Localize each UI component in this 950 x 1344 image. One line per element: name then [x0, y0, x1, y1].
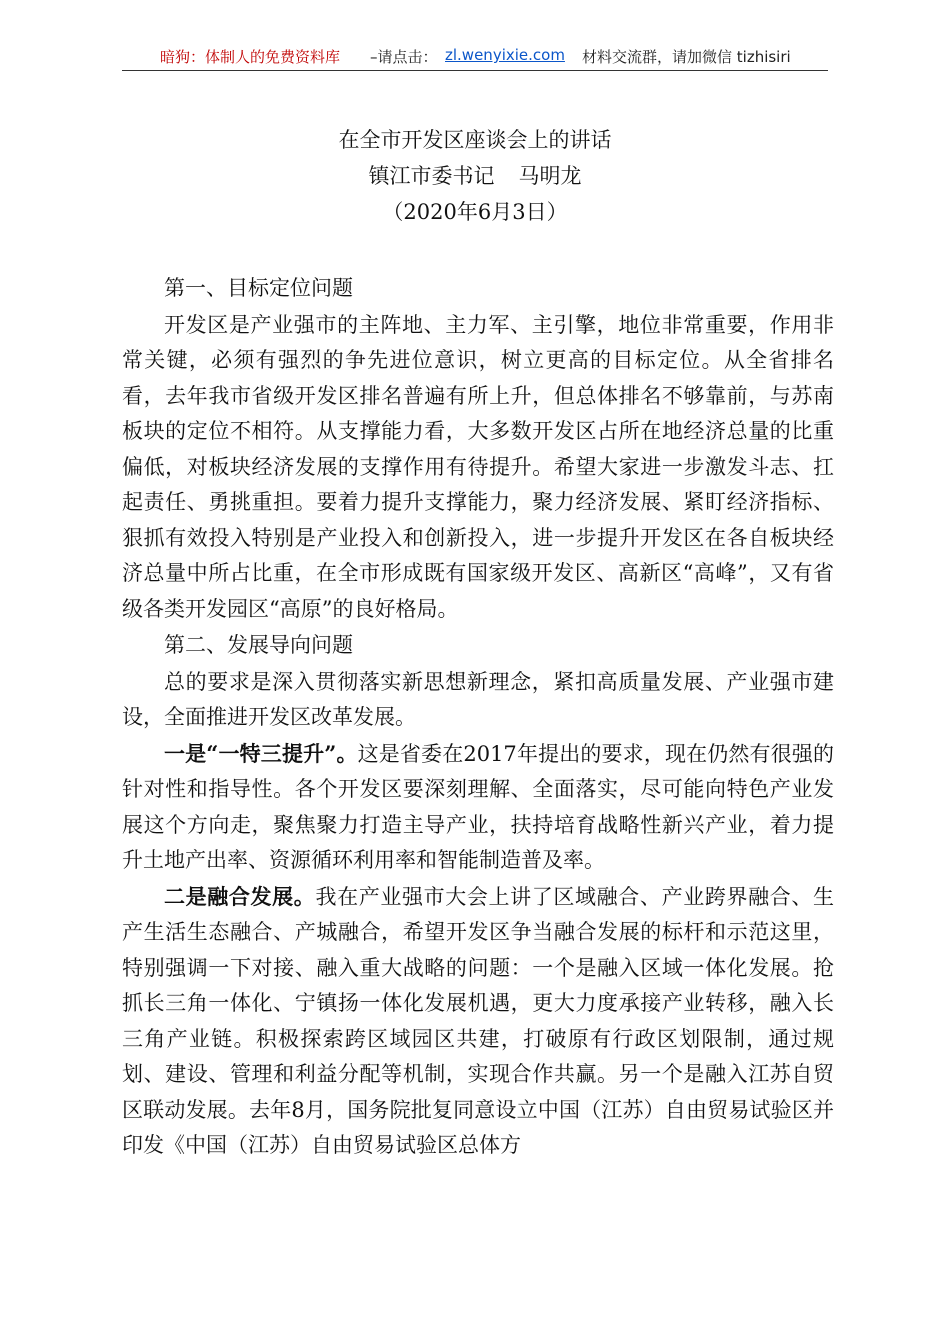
paragraph [122, 736, 834, 879]
site-link[interactable]: zl.wenyixie.com [445, 46, 565, 64]
paragraph-text: 总的要求是深入贯彻落实新思想新理念，紧扣高质量发展、产业强市建设，全面推进开发区改革发展。 [122, 669, 834, 729]
paragraph [122, 664, 834, 736]
author-name: 马明龙 [518, 164, 582, 188]
speech-date: （2020年6月3日） [382, 200, 568, 224]
paragraph-lead: 二是融合发展。 [164, 883, 316, 909]
paragraph-text: 第一、目标定位问题 [164, 276, 353, 300]
paragraph [122, 270, 834, 307]
paragraph [122, 627, 834, 664]
paragraph-text: 这是省委在2017年提出的要求，现在仍然有很强的针对性和指导性。各个开发区要深刻理解、全面落实，尽可能向特色产业发展这个方向走，聚焦聚力打造主导产业，扶持培育战略性新兴产业，着力提升土地产出率、资源循环利用率和智能制造普及率。 [122, 741, 834, 872]
speech-body [122, 270, 834, 1164]
promo-text: 暗狗：体制人的免费资料库 [160, 48, 341, 66]
paragraph-lead: 一是“一特三提升”。 [164, 740, 358, 766]
contact-text: 材料交流群，请加微信 tizhisiri [582, 48, 791, 66]
paragraph-text: 第二、发展导向问题 [164, 633, 353, 657]
author-role: 镇江市委书记 [368, 164, 495, 188]
paragraph [122, 307, 834, 628]
click-prompt: –请点击： [370, 48, 438, 66]
header-divider [122, 70, 828, 71]
paragraph-text: 我在产业强市大会上讲了区域融合、产业跨界融合、生产生活生态融合、产城融合，希望开发区争当融合发展的标杆和示范这里，特别强调一下对接、融入重大战略的问题：一个是融入区域一体化发展。抢抓长三角一体化、宁镇扬一体化发展机遇，更大力度承接产业转移，融入长三角产业链。积极探索跨区域园区共建，打破原有行政区划限制，通过规划、建设、管理和利益分配等机制，实现合作共赢。另一个是融入江苏自贸区联动发展。去年8月，国务院批复同意设立中国（江苏）自由贸易试验区并印发《中国（江苏）自由贸易试验区总体方 [122, 884, 835, 1157]
speech-author [0, 160, 950, 190]
paragraph-text: 开发区是产业强市的主阵地、主力军、主引擎，地位非常重要，作用非常关键，必须有强烈的争先进位意识，树立更高的目标定位。从全省排名看，去年我市省级开发区排名普遍有所上升，但总体排名不够靠前，与苏南板块的定位不相符。从支撑能力看，大多数开发区占所在地经济总量的比重偏低，对板块经济发展的支撑作用有待提升。希望大家进一步激发斗志、扛起责任、勇挑重担。要着力提升支撑能力，聚力经济发展、紧盯经济指标、狠抓有效投入特别是产业投入和创新投入，进一步提升开发区在各自板块经济总量中所占比重，在全市形成既有国家级开发区、高新区“高峰”，又有省级各类开发园区“高原”的良好格局。 [122, 312, 835, 621]
paragraph [122, 879, 834, 1164]
speech-title: 在全市开发区座谈会上的讲话 [338, 128, 612, 152]
